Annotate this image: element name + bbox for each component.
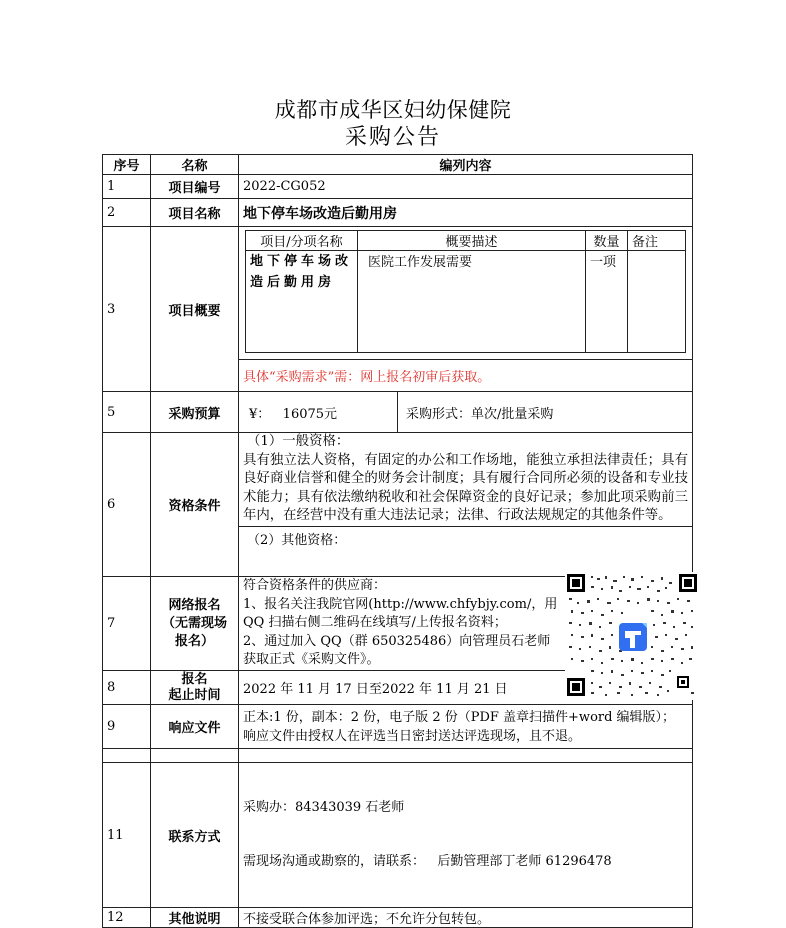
empty-cell <box>103 749 151 763</box>
registration-line: QQ 扫描右侧二维码在线填写/上传报名资料； <box>243 615 507 630</box>
label-line: 报名 <box>181 671 208 687</box>
contact-line: 采购办：84343039 石老师 <box>243 800 405 815</box>
other-qualification-title: （2）其他资格： <box>247 532 347 548</box>
table-row <box>103 199 693 227</box>
row-label <box>151 577 239 671</box>
document-title: 采购公告 <box>344 125 441 150</box>
sub-item-qty: 一项 <box>586 251 628 353</box>
qualification-cell <box>239 433 693 577</box>
header-name: 名称 <box>151 155 239 175</box>
header-no: 序号 <box>103 155 151 175</box>
qr-code-icon[interactable] <box>565 572 699 700</box>
table-row <box>103 175 693 199</box>
procurement-form: 采购形式：单次/批量采购 <box>406 406 554 422</box>
procurement-table <box>102 154 693 928</box>
table-header-row <box>103 155 693 175</box>
sub-item-note <box>628 251 686 353</box>
registration-line: 获取正式《采购文件》。 <box>243 652 380 667</box>
label-line: （无需现场 <box>161 615 227 631</box>
row-no: 12 <box>103 908 151 928</box>
row-label: 采购预算 <box>151 392 239 433</box>
registration-website-link[interactable]: 1、报名关注我院官网(http://www.chfybjy.com/，用 <box>243 596 558 612</box>
table-row <box>103 227 693 392</box>
organization-title: 成都市成华区妇幼保健院 <box>274 98 512 122</box>
empty-cell <box>151 749 239 763</box>
subheader-note: 备注 <box>628 231 686 251</box>
row-label <box>151 671 239 705</box>
procurement-requirement-notice: 具体“采购需求”需：网上报名初审后获取。 <box>243 370 491 385</box>
registration-line: 2、通过加入 QQ（群 650325486）向管理员石老师 <box>243 633 551 649</box>
sub-item-desc: 医院工作发展需要 <box>358 251 586 353</box>
table-row <box>103 433 693 577</box>
header-content: 编列内容 <box>239 155 693 175</box>
row-label: 项目名称 <box>151 199 239 227</box>
table-row-empty <box>103 749 693 763</box>
budget-amount: ¥： 16075元 <box>239 392 398 432</box>
row-no: 9 <box>103 705 151 749</box>
row-label: 项目概要 <box>151 227 239 392</box>
general-qualification-title: （1）一般资格： <box>247 434 350 449</box>
subheader-desc: 概要描述 <box>358 231 586 251</box>
row-no: 1 <box>103 175 151 199</box>
sub-item-name: 地下停车场改造后勤用房 <box>246 251 358 353</box>
row-no: 2 <box>103 199 151 227</box>
project-overview-cell <box>239 227 693 392</box>
budget-cell <box>239 392 693 433</box>
project-number: 2022-CG052 <box>239 175 693 199</box>
subheader-item: 项目/分项名称 <box>246 231 358 251</box>
contact-line: 需现场沟通或勘察的，请联系： 后勤管理部丁老师 61296478 <box>243 854 612 869</box>
other-notes: 不接受联合体参加评选；不允许分包转包。 <box>239 908 693 928</box>
label-line: 报名） <box>174 633 214 649</box>
row-no: 8 <box>103 671 151 705</box>
row-label: 响应文件 <box>151 705 239 749</box>
row-label: 其他说明 <box>151 908 239 928</box>
response-documents <box>239 705 693 749</box>
row-no: 7 <box>103 577 151 671</box>
row-no: 11 <box>103 763 151 908</box>
table-row <box>103 908 693 928</box>
contact-info <box>239 763 693 908</box>
table-row <box>103 763 693 908</box>
row-no: 5 <box>103 392 151 433</box>
project-name: 地下停车场改造后勤用房 <box>239 199 693 227</box>
row-label: 项目编号 <box>151 175 239 199</box>
row-label: 联系方式 <box>151 763 239 908</box>
row-no: 6 <box>103 433 151 577</box>
registration-period: 2022 年 11 月 17 日至2022 年 11 月 21 日 <box>239 671 693 705</box>
table-row <box>103 392 693 433</box>
response-line: 正本:1 份，副本：2 份，电子版 2 份（PDF 盖章扫描件+word 编辑版）； <box>243 709 676 725</box>
table-row <box>103 705 693 749</box>
empty-cell <box>239 749 693 763</box>
registration-line: 符合资格条件的供应商： <box>243 578 387 593</box>
label-line: 网络报名 <box>168 597 221 613</box>
response-line: 响应文件由授权人在评选当日密封送达评选现场，且不退。 <box>243 728 582 744</box>
general-qualification-text: 具有独立法人资格，有固定的办公和工作场地，能独立承担法律责任；具有良好商业信誉和健全的财务会计制度；具有履行合同所必须的设备和专业技术能力；具有依法缴纳税收和社会保障资金的良好记录；参加此项采购前三年内，在经营中没有重大违法记录；法律、行政法规规定的其他条件等。 <box>243 452 688 523</box>
row-label: 资格条件 <box>151 433 239 577</box>
overview-subtable <box>245 230 686 353</box>
label-line: 起止时间 <box>168 687 221 703</box>
subheader-qty: 数量 <box>586 231 628 251</box>
row-no: 3 <box>103 227 151 392</box>
